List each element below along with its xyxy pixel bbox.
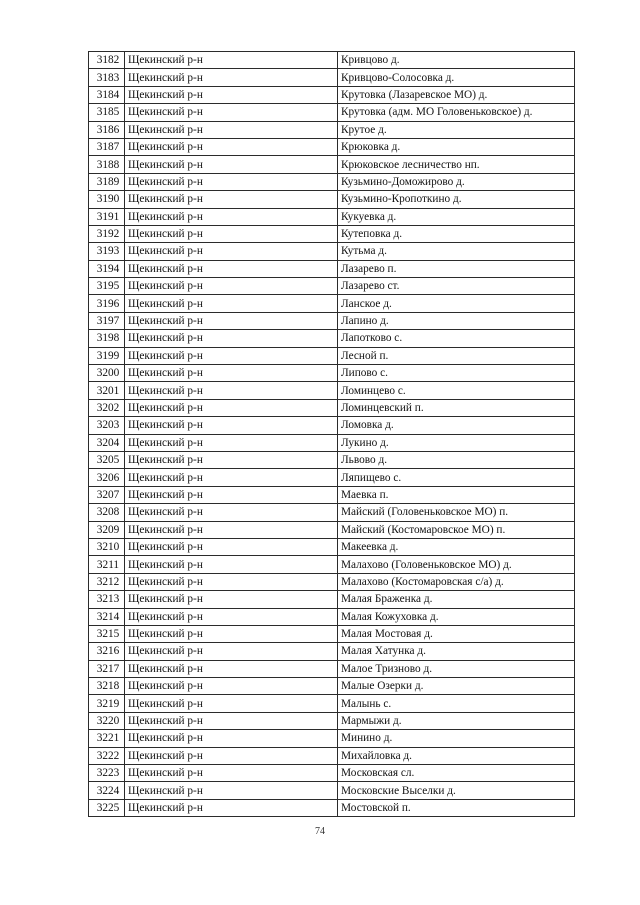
settlement-name-cell: Ломовка д. xyxy=(338,417,575,434)
table-row xyxy=(89,782,575,799)
district-cell: Щекинский р-н xyxy=(125,312,338,329)
district-cell: Щекинский р-н xyxy=(125,469,338,486)
table-row xyxy=(89,225,575,242)
settlement-name-cell: Малая Мостовая д. xyxy=(338,625,575,642)
row-number: 3208 xyxy=(89,504,125,521)
settlement-name-cell: Ломинцевский п. xyxy=(338,399,575,416)
row-number: 3193 xyxy=(89,243,125,260)
row-number: 3218 xyxy=(89,678,125,695)
district-cell: Щекинский р-н xyxy=(125,608,338,625)
settlement-name-cell: Московские Выселки д. xyxy=(338,782,575,799)
settlement-name-cell: Ляпищево с. xyxy=(338,469,575,486)
settlement-name-cell: Майский (Головеньковское МО) п. xyxy=(338,504,575,521)
row-number: 3197 xyxy=(89,312,125,329)
table-row xyxy=(89,330,575,347)
settlement-name-cell: Кутьма д. xyxy=(338,243,575,260)
district-cell: Щекинский р-н xyxy=(125,660,338,677)
district-cell: Щекинский р-н xyxy=(125,138,338,155)
settlement-name-cell: Кривцово д. xyxy=(338,52,575,69)
settlement-name-cell: Малахово (Головеньковское МО) д. xyxy=(338,556,575,573)
settlement-name-cell: Лапино д. xyxy=(338,312,575,329)
settlement-name-cell: Кутеповка д. xyxy=(338,225,575,242)
row-number: 3205 xyxy=(89,451,125,468)
settlement-name-cell: Лапотково с. xyxy=(338,330,575,347)
district-cell: Щекинский р-н xyxy=(125,747,338,764)
row-number: 3183 xyxy=(89,69,125,86)
district-cell: Щекинский р-н xyxy=(125,330,338,347)
row-number: 3215 xyxy=(89,625,125,642)
row-number: 3192 xyxy=(89,225,125,242)
row-number: 3209 xyxy=(89,521,125,538)
settlement-name-cell: Лазарево ст. xyxy=(338,278,575,295)
district-cell: Щекинский р-н xyxy=(125,573,338,590)
district-cell: Щекинский р-н xyxy=(125,504,338,521)
row-number: 3201 xyxy=(89,382,125,399)
table-row xyxy=(89,382,575,399)
settlement-name-cell: Кузьмино-Кропоткино д. xyxy=(338,191,575,208)
settlement-table-body xyxy=(89,52,575,817)
settlement-name-cell: Ломинцево с. xyxy=(338,382,575,399)
row-number: 3225 xyxy=(89,799,125,816)
district-cell: Щекинский р-н xyxy=(125,121,338,138)
table-row xyxy=(89,86,575,103)
table-row xyxy=(89,747,575,764)
table-row xyxy=(89,365,575,382)
row-number: 3207 xyxy=(89,486,125,503)
district-cell: Щекинский р-н xyxy=(125,347,338,364)
row-number: 3221 xyxy=(89,730,125,747)
district-cell: Щекинский р-н xyxy=(125,278,338,295)
table-row xyxy=(89,504,575,521)
settlement-name-cell: Майский (Костомаровское МО) п. xyxy=(338,521,575,538)
settlement-name-cell: Мармыжи д. xyxy=(338,712,575,729)
table-row xyxy=(89,243,575,260)
table-row xyxy=(89,312,575,329)
table-row xyxy=(89,69,575,86)
district-cell: Щекинский р-н xyxy=(125,556,338,573)
table-row xyxy=(89,678,575,695)
settlement-name-cell: Кривцово-Солосовка д. xyxy=(338,69,575,86)
table-row xyxy=(89,730,575,747)
settlement-name-cell: Минино д. xyxy=(338,730,575,747)
district-cell: Щекинский р-н xyxy=(125,695,338,712)
table-row xyxy=(89,538,575,555)
settlement-name-cell: Московская сл. xyxy=(338,765,575,782)
table-row xyxy=(89,451,575,468)
settlement-name-cell: Кузьмино-Доможирово д. xyxy=(338,173,575,190)
settlement-name-cell: Львово д. xyxy=(338,451,575,468)
district-cell: Щекинский р-н xyxy=(125,208,338,225)
settlement-name-cell: Липово с. xyxy=(338,365,575,382)
row-number: 3223 xyxy=(89,765,125,782)
table-row xyxy=(89,625,575,642)
settlement-name-cell: Малая Хатунка д. xyxy=(338,643,575,660)
district-cell: Щекинский р-н xyxy=(125,86,338,103)
row-number: 3204 xyxy=(89,434,125,451)
table-row xyxy=(89,765,575,782)
table-row xyxy=(89,660,575,677)
district-cell: Щекинский р-н xyxy=(125,591,338,608)
district-cell: Щекинский р-н xyxy=(125,765,338,782)
settlement-name-cell: Крюковское лесничество нп. xyxy=(338,156,575,173)
district-cell: Щекинский р-н xyxy=(125,156,338,173)
district-cell: Щекинский р-н xyxy=(125,451,338,468)
settlement-table xyxy=(88,51,575,817)
row-number: 3184 xyxy=(89,86,125,103)
row-number: 3211 xyxy=(89,556,125,573)
table-row xyxy=(89,156,575,173)
district-cell: Щекинский р-н xyxy=(125,52,338,69)
settlement-name-cell: Лазарево п. xyxy=(338,260,575,277)
settlement-name-cell: Малынь с. xyxy=(338,695,575,712)
settlement-name-cell: Макеевка д. xyxy=(338,538,575,555)
settlement-name-cell: Малахово (Костомаровская с/а) д. xyxy=(338,573,575,590)
row-number: 3196 xyxy=(89,295,125,312)
district-cell: Щекинский р-н xyxy=(125,730,338,747)
settlement-name-cell: Крутовка (адм. МО Головеньковское) д. xyxy=(338,104,575,121)
row-number: 3189 xyxy=(89,173,125,190)
row-number: 3219 xyxy=(89,695,125,712)
table-row xyxy=(89,121,575,138)
settlement-name-cell: Лесной п. xyxy=(338,347,575,364)
table-row xyxy=(89,799,575,816)
settlement-name-cell: Крутое д. xyxy=(338,121,575,138)
row-number: 3210 xyxy=(89,538,125,555)
district-cell: Щекинский р-н xyxy=(125,486,338,503)
row-number: 3203 xyxy=(89,417,125,434)
table-row xyxy=(89,591,575,608)
row-number: 3213 xyxy=(89,591,125,608)
district-cell: Щекинский р-н xyxy=(125,69,338,86)
table-row xyxy=(89,399,575,416)
row-number: 3194 xyxy=(89,260,125,277)
settlement-name-cell: Малые Озерки д. xyxy=(338,678,575,695)
district-cell: Щекинский р-н xyxy=(125,104,338,121)
table-row xyxy=(89,104,575,121)
row-number: 3185 xyxy=(89,104,125,121)
row-number: 3202 xyxy=(89,399,125,416)
row-number: 3191 xyxy=(89,208,125,225)
settlement-name-cell: Кукуевка д. xyxy=(338,208,575,225)
table-row xyxy=(89,486,575,503)
settlement-name-cell: Малая Браженка д. xyxy=(338,591,575,608)
district-cell: Щекинский р-н xyxy=(125,643,338,660)
district-cell: Щекинский р-н xyxy=(125,625,338,642)
table-row xyxy=(89,434,575,451)
district-cell: Щекинский р-н xyxy=(125,399,338,416)
row-number: 3212 xyxy=(89,573,125,590)
row-number: 3187 xyxy=(89,138,125,155)
settlement-name-cell: Михайловка д. xyxy=(338,747,575,764)
row-number: 3195 xyxy=(89,278,125,295)
row-number: 3199 xyxy=(89,347,125,364)
table-row xyxy=(89,695,575,712)
district-cell: Щекинский р-н xyxy=(125,365,338,382)
district-cell: Щекинский р-н xyxy=(125,782,338,799)
settlement-name-cell: Лукино д. xyxy=(338,434,575,451)
table-row xyxy=(89,278,575,295)
row-number: 3224 xyxy=(89,782,125,799)
settlement-name-cell: Малая Кожуховка д. xyxy=(338,608,575,625)
district-cell: Щекинский р-н xyxy=(125,173,338,190)
table-row xyxy=(89,556,575,573)
table-row xyxy=(89,52,575,69)
settlement-name-cell: Ланское д. xyxy=(338,295,575,312)
row-number: 3198 xyxy=(89,330,125,347)
table-row xyxy=(89,608,575,625)
settlement-name-cell: Малое Тризново д. xyxy=(338,660,575,677)
table-row xyxy=(89,521,575,538)
district-cell: Щекинский р-н xyxy=(125,260,338,277)
row-number: 3190 xyxy=(89,191,125,208)
district-cell: Щекинский р-н xyxy=(125,191,338,208)
district-cell: Щекинский р-н xyxy=(125,538,338,555)
district-cell: Щекинский р-н xyxy=(125,417,338,434)
table-row xyxy=(89,191,575,208)
row-number: 3182 xyxy=(89,52,125,69)
district-cell: Щекинский р-н xyxy=(125,295,338,312)
district-cell: Щекинский р-н xyxy=(125,382,338,399)
district-cell: Щекинский р-н xyxy=(125,799,338,816)
table-row xyxy=(89,208,575,225)
row-number: 3222 xyxy=(89,747,125,764)
district-cell: Щекинский р-н xyxy=(125,243,338,260)
table-row xyxy=(89,643,575,660)
row-number: 3220 xyxy=(89,712,125,729)
table-row xyxy=(89,712,575,729)
table-row xyxy=(89,347,575,364)
table-row xyxy=(89,173,575,190)
settlement-name-cell: Мостовской п. xyxy=(338,799,575,816)
row-number: 3186 xyxy=(89,121,125,138)
row-number: 3206 xyxy=(89,469,125,486)
table-row xyxy=(89,260,575,277)
row-number: 3188 xyxy=(89,156,125,173)
table-row xyxy=(89,469,575,486)
table-row xyxy=(89,295,575,312)
district-cell: Щекинский р-н xyxy=(125,678,338,695)
table-row xyxy=(89,417,575,434)
row-number: 3216 xyxy=(89,643,125,660)
settlement-name-cell: Маевка п. xyxy=(338,486,575,503)
district-cell: Щекинский р-н xyxy=(125,434,338,451)
district-cell: Щекинский р-н xyxy=(125,712,338,729)
page-number: 74 xyxy=(315,826,325,837)
district-cell: Щекинский р-н xyxy=(125,521,338,538)
district-cell: Щекинский р-н xyxy=(125,225,338,242)
row-number: 3217 xyxy=(89,660,125,677)
table-row xyxy=(89,138,575,155)
row-number: 3214 xyxy=(89,608,125,625)
row-number: 3200 xyxy=(89,365,125,382)
settlement-name-cell: Крутовка (Лазаревское МО) д. xyxy=(338,86,575,103)
table-row xyxy=(89,573,575,590)
settlement-name-cell: Крюковка д. xyxy=(338,138,575,155)
